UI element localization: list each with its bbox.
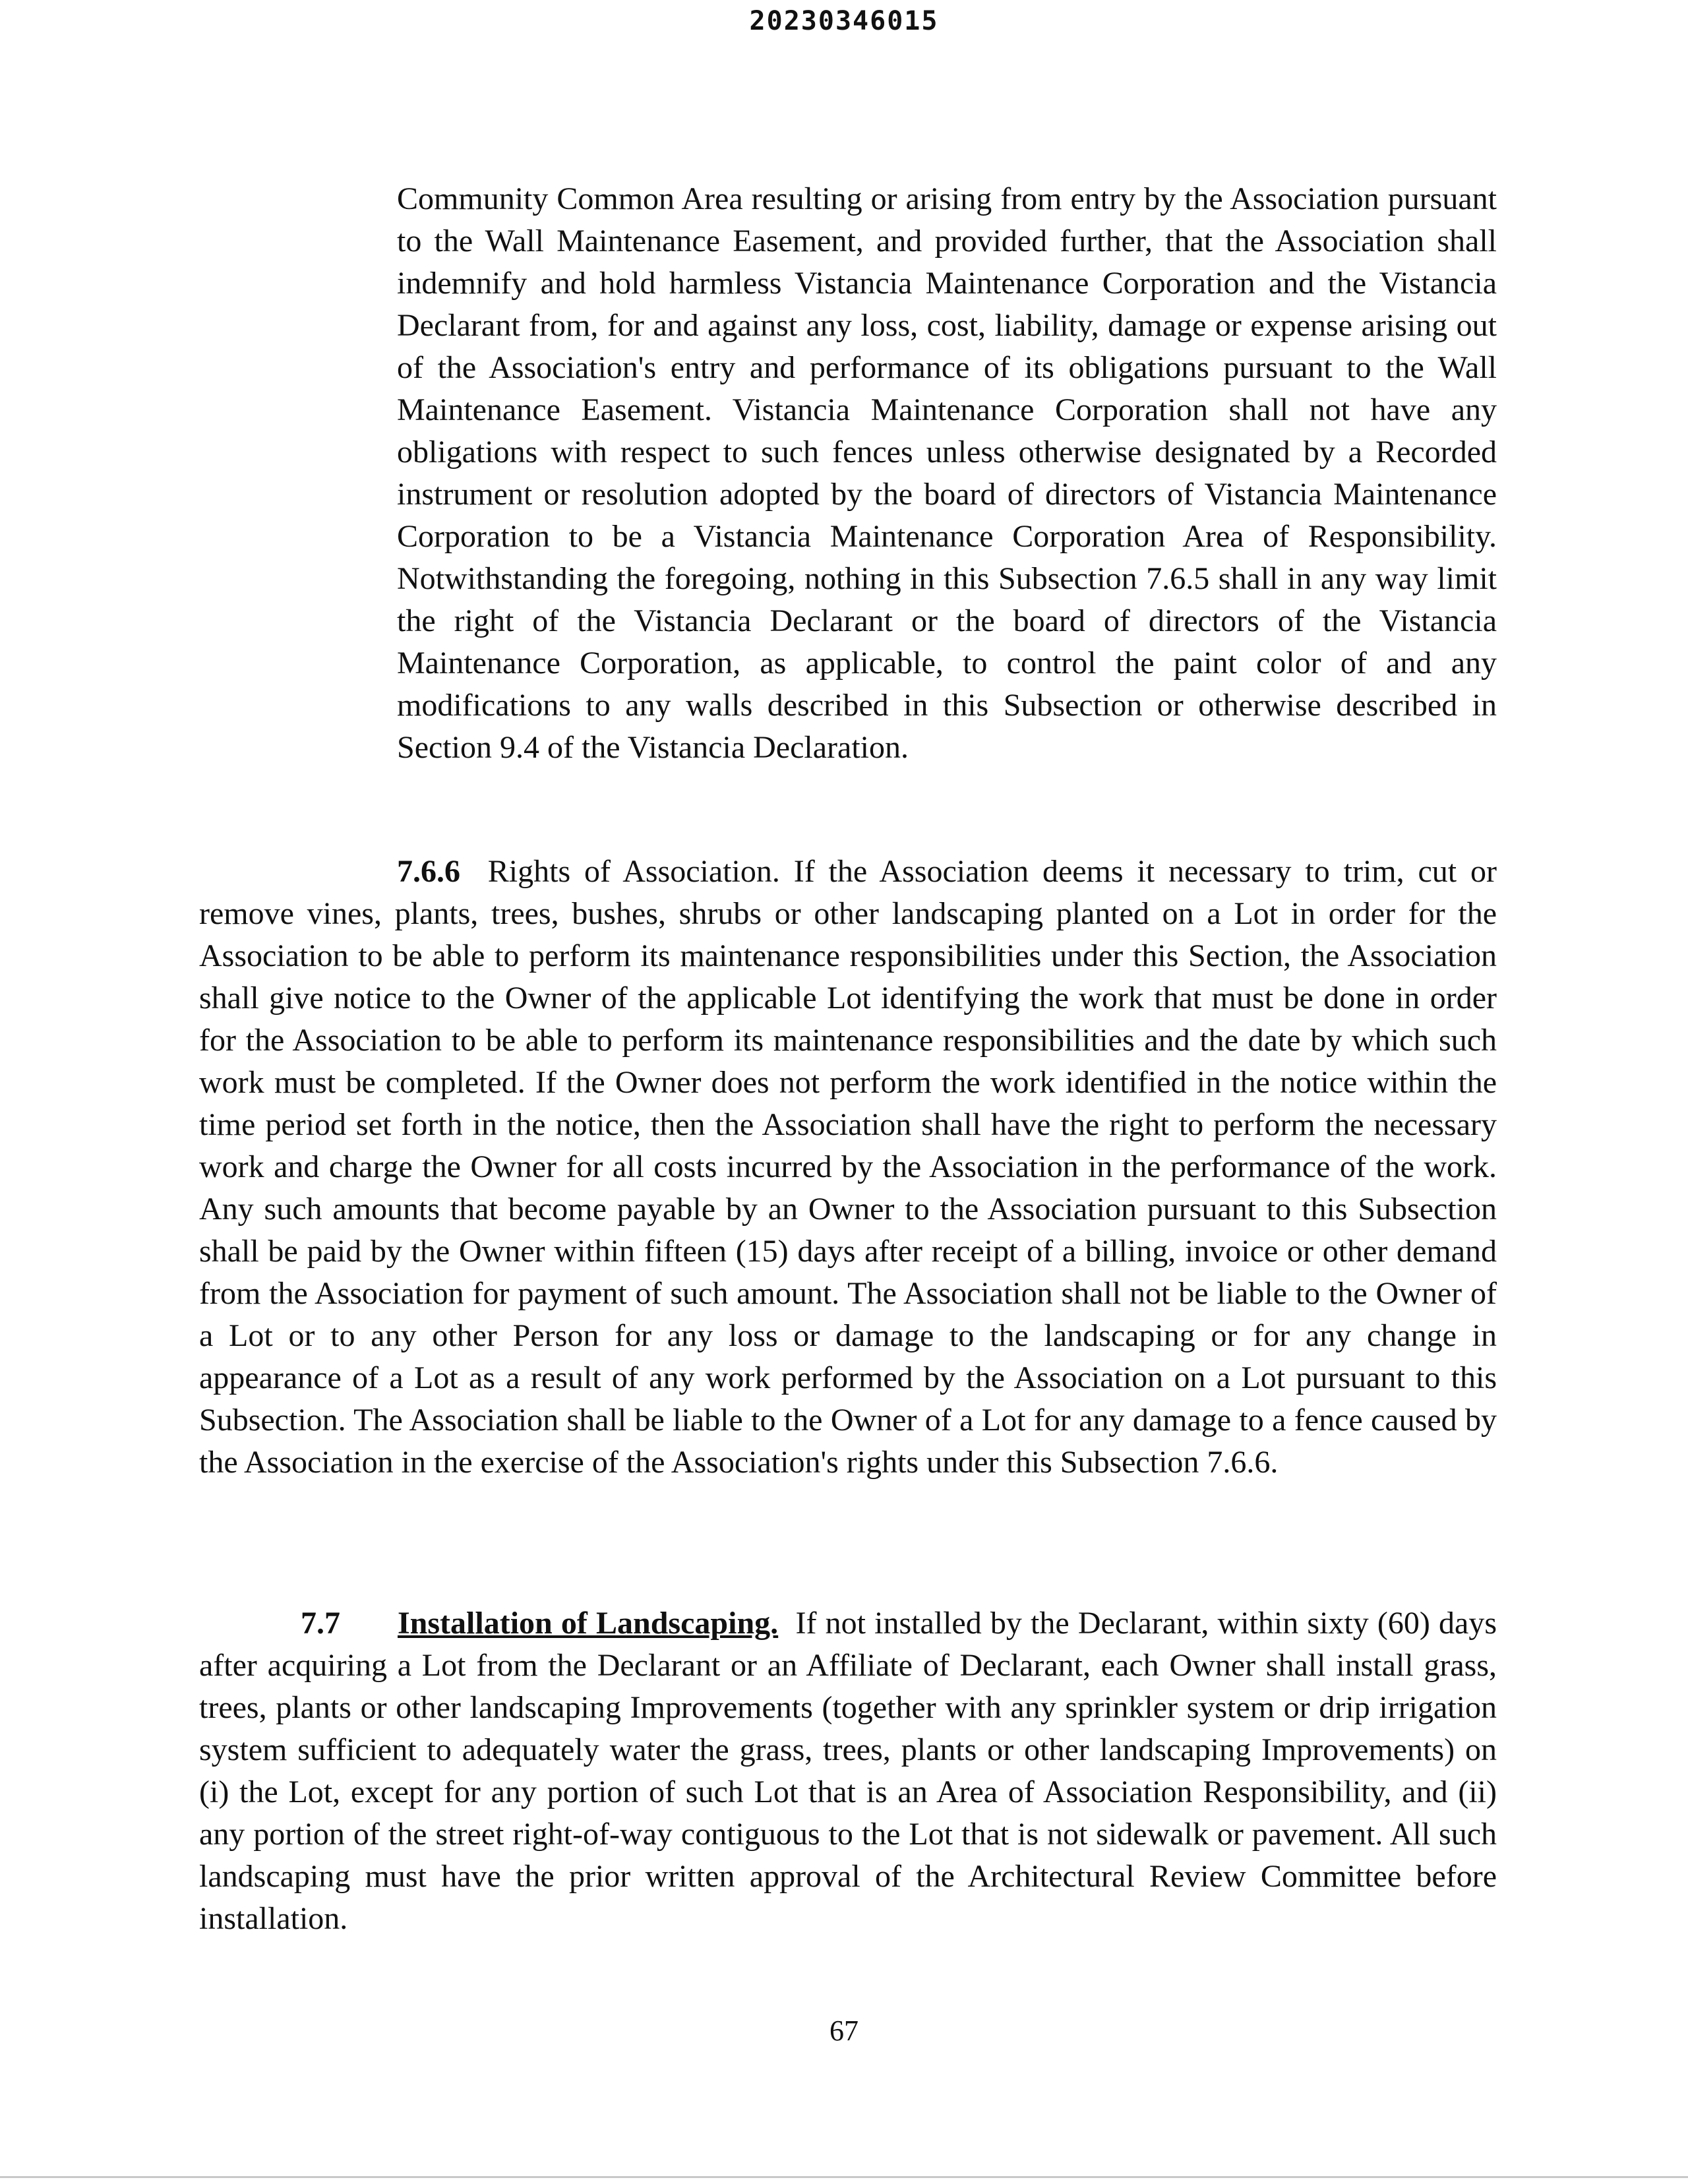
section-number-7-7: 7.7 [301,1606,340,1641]
paragraph-section-7-7 [199,1602,1497,1940]
page-number: 67 [829,2015,859,2047]
document-number: 20230346015 [749,6,939,36]
section-7-6-6-text: Rights of Association. If the Association deems it necessary to trim, cut or remove vines, plants, trees, bushes, shrubs or other landscaping planted on a Lot in order for the Association to be able to perform its maintenance responsibilities under this Section, the Association shall give notice to the Owner of the applicable Lot identifying the work that must be done in order for the Association to be able to perform its maintenance responsibilities and the date by which such work must be completed. If the Owner does not perform the work identified in the notice within the time period set forth in the notice, then the Association shall have the right to perform the necessary work and charge the Owner for all costs incurred by the Association in the performance of the work. Any such amounts that become payable by an Owner to the Association pursuant to this Subsection shall be paid by the Owner within fifteen (15) days after receipt of a billing, invoice or other demand from the Association for payment of such amount. The Association shall not be liable to the Owner of a Lot or to any other Person for any loss or damage to the landscaping or for any change in appearance of a Lot as a result of any work performed by the Association on a Lot pursuant to this Subsection. The Association shall be liable to the Owner of a Lot for any damage to a fence caused by the Association in the exercise of the Association's rights under this Subsection 7.6.6. [199,854,1497,1480]
section-heading-7-7: Installation of Landscaping. [398,1606,779,1641]
section-7-7-text: If not installed by the Declarant, within sixty (60) days after acquiring a Lot from the Declarant or an Affiliate of Declarant, each Owner shall install grass, trees, plants or other landscaping Improvements (together with any sprinkler system or drip irrigation system sufficient to adequately water the grass, trees, plants or other landscaping Improvements) on (i) the Lot, except for any portion of such Lot that is an Area of Association Responsibility, and (ii) any portion of the street right-of-way contiguous to the Lot that is not sidewalk or pavement. All such landscaping must have the prior written approval of the Architectural Review Committee before installation. [199,1606,1497,1936]
paragraph-section-7-6-6 [199,851,1497,1484]
bottom-scan-edge [0,2176,1688,2178]
paragraph-continued: Community Common Area resulting or arising from entry by the Association pursuant to the Wall Maintenance Easement, and provided further, that the Association shall indemnify and hold harmless Vistancia Maintenance Corporation and the Vistancia Declarant from, for and against any loss, cost, liability, damage or expense arising out of the Association's entry and performance of its obligations pursuant to the Wall Maintenance Easement. Vistancia Maintenance Corporation shall not have any obligations with respect to such fences unless otherwise designated by a Recorded instrument or resolution adopted by the board of directors of Vistancia Maintenance Corporation to be a Vistancia Maintenance Corporation Area of Responsibility. Notwithstanding the foregoing, nothing in this Subsection 7.6.5 shall in any way limit the right of the Vistancia Declarant or the board of directors of the Vistancia Maintenance Corporation, as applicable, to control the paint color of and any modifications to any walls described in this Subsection or otherwise described in Section 9.4 of the Vistancia Declaration. [397,181,1497,765]
section-number-7-6-6: 7.6.6 [397,854,460,889]
